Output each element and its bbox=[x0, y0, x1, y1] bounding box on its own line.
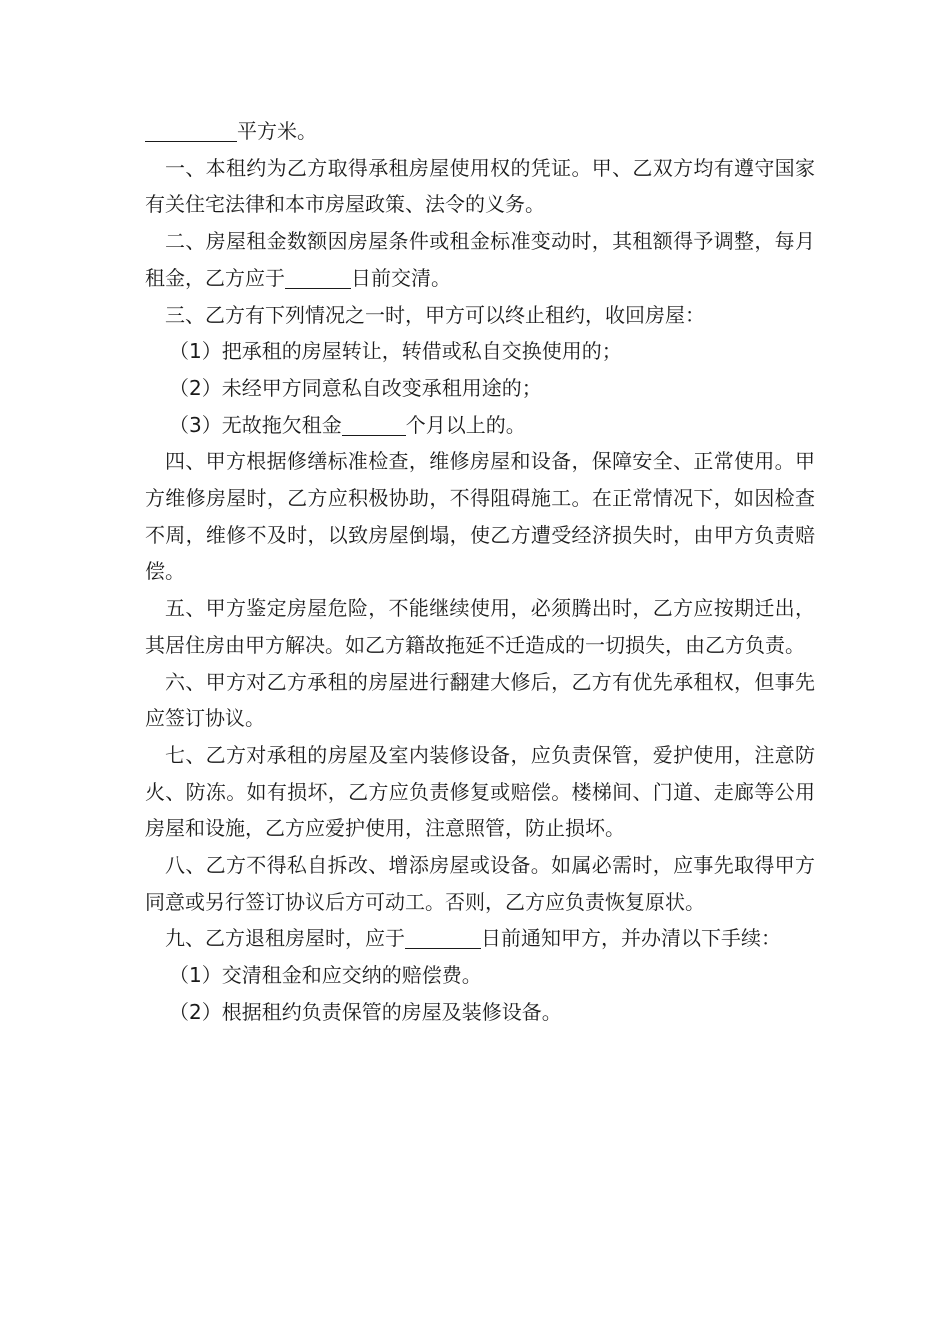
clause-4: 四、甲方根据修缮标准检查，维修房屋和设备，保障安全、正常使用。甲方维修房屋时，乙方应积极协助，不得阻碍施工。在正常情况下，如因检查不周，维修不及时，以致房屋倒塌，使乙方遭受经济损失时，由甲方负责赔偿。 bbox=[145, 449, 815, 584]
clause-3-item-1: （1）把承租的房屋转让，转借或私自交换使用的； bbox=[169, 339, 622, 364]
clause-9-item-1: （1）交清租金和应交纳的赔偿费。 bbox=[169, 963, 482, 988]
clause-3-item-3 bbox=[145, 407, 815, 444]
clause-2-text-before: 二、房屋租金数额因房屋条件或租金标准变动时，其租额得予调整，每月租金，乙方应于 bbox=[145, 229, 815, 290]
clause-8: 八、乙方不得私自拆改、增添房屋或设备。如属必需时，应事先取得甲方同意或另行签订协议后方可动工。否则，乙方应负责恢复原状。 bbox=[145, 853, 815, 914]
area-blank bbox=[145, 119, 237, 142]
clause-9-text-after: 日前通知甲方，并办清以下手续： bbox=[481, 926, 781, 951]
area-line bbox=[145, 113, 815, 150]
clause-1: 一、本租约为乙方取得承租房屋使用权的凭证。甲、乙双方均有遵守国家有关住宅法律和本市房屋政策、法令的义务。 bbox=[145, 155, 815, 217]
clause-3-item-3-text-after: 个月以上的。 bbox=[405, 412, 526, 437]
clause-9-text-before: 九、乙方退租房屋时，应于 bbox=[165, 926, 405, 951]
area-unit-text: 平方米。 bbox=[237, 119, 317, 143]
clause-3-item-3-text-before: （3）无故拖欠租金 bbox=[169, 412, 342, 437]
rent-due-day-blank bbox=[285, 266, 351, 289]
clause-9-item-2: （2）根据租约负责保管的房屋及装修设备。 bbox=[169, 999, 562, 1024]
clause-3-item-2: （2）未经甲方同意私自改变承租用途的； bbox=[169, 375, 542, 400]
notice-day-blank bbox=[405, 926, 481, 949]
clause-5: 五、甲方鉴定房屋危险，不能继续使用，必须腾出时，乙方应按期迁出，其居住房由甲方解决。如乙方籍故拖延不迁造成的一切损失，由乙方负责。 bbox=[145, 596, 815, 657]
clause-3: 三、乙方有下列情况之一时，甲方可以终止租约，收回房屋： bbox=[165, 302, 705, 327]
clause-2 bbox=[145, 223, 815, 296]
contract-body bbox=[145, 113, 815, 1031]
clause-6: 六、甲方对乙方承租的房屋进行翻建大修后，乙方有优先承租权，但事先应签订协议。 bbox=[145, 669, 815, 731]
clause-7: 七、乙方对承租的房屋及室内装修设备，应负责保管，爱护使用，注意防火、防冻。如有损坏，乙方应负责修复或赔偿。楼梯间、门道、走廊等公用房屋和设施，乙方应爱护使用，注意照管，防止损坏。 bbox=[145, 742, 815, 841]
clause-2-text-after: 日前交清。 bbox=[351, 265, 451, 290]
clause-9 bbox=[145, 920, 815, 957]
arrears-months-blank bbox=[342, 413, 406, 436]
